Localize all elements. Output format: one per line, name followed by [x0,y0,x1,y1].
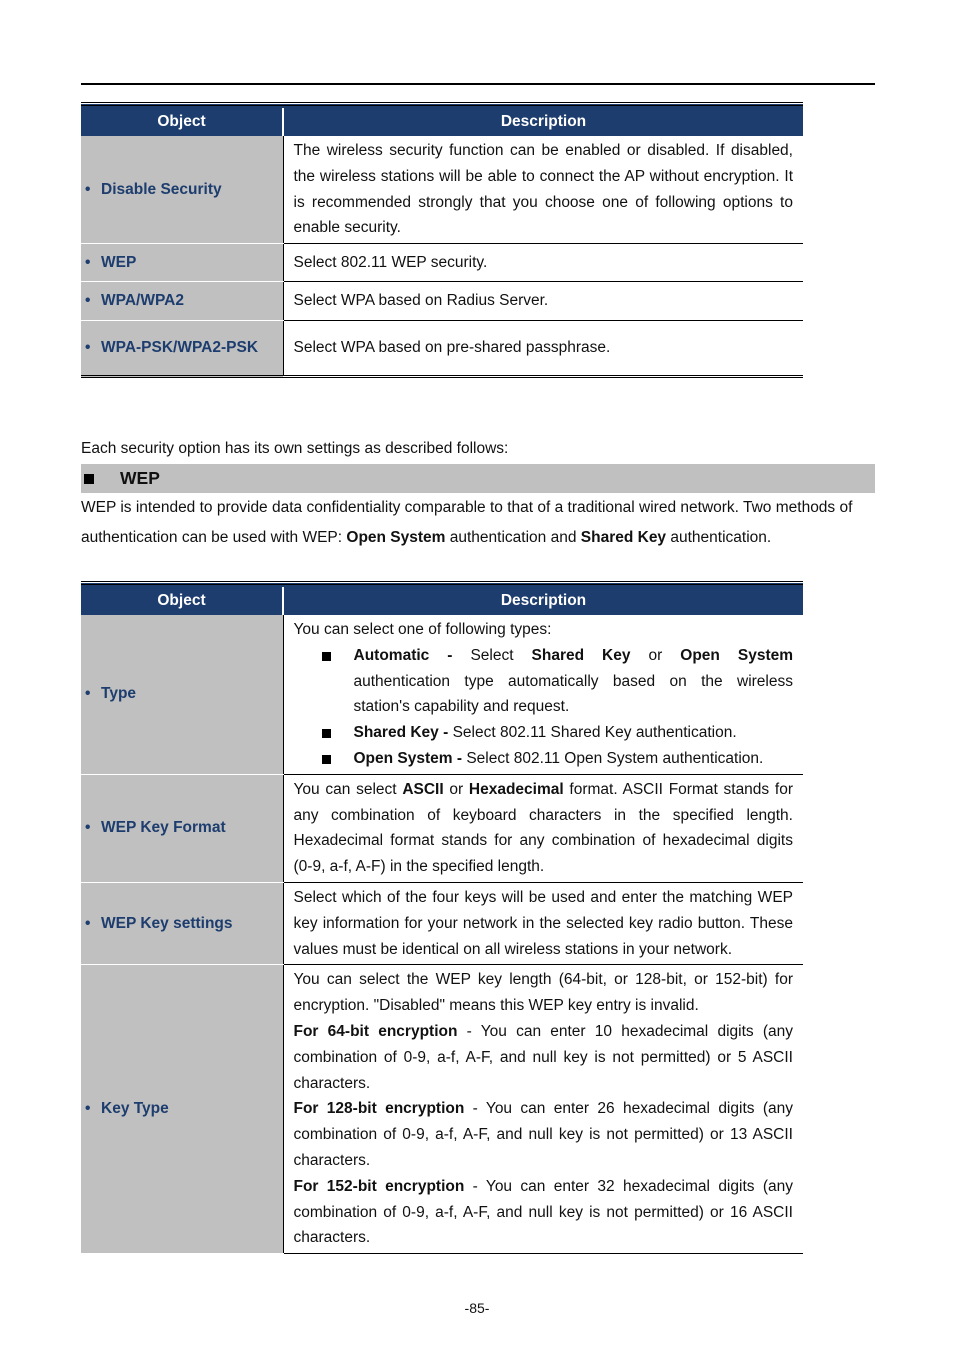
intro-paragraph: Each security option has its own settings as described follows: [81,440,509,457]
object-label: Key Type [101,1100,169,1118]
square-bullet-icon [322,755,331,764]
table-row [81,615,803,774]
column-header-description: Description [283,585,803,615]
bullet-icon: • [85,914,91,932]
object-label: Type [101,685,137,703]
bullet-icon: • [85,685,91,703]
key-type-intro: You can select the WEP key length (64-bit, or 128-bit, or 152-bit) for encryption. "Disabled" means this WEP key entry is invalid. [293,971,793,1015]
object-cell [81,136,283,244]
bullet-icon: • [85,253,91,271]
description-cell: You can select ASCII or Hexadecimal format. ASCII Format stands for any combination of keyboard characters in the specified length. Hexadecimal format stands for any combination of hexadecimal digits (0-9, a-f, A-F) in the specified length. [283,774,803,882]
description-cell [283,965,803,1254]
bullet-icon: • [85,180,91,198]
description-cell: Select WPA based on pre-shared passphrase. [283,321,803,377]
header-rule [81,83,875,85]
object-cell [81,882,283,964]
list-item: Shared Key - Select 802.11 Shared Key authentication. [294,720,794,746]
object-label: WEP Key settings [101,914,233,932]
table-row [81,774,803,882]
description-cell [283,615,803,774]
object-cell [81,615,283,774]
list-item: Automatic - Select Shared Key or Open System authentication type automatically based on the wireless station's capability and request. [294,643,794,720]
table-row [81,282,803,321]
square-bullet-icon [322,652,331,661]
table-row [81,321,803,377]
square-bullet-icon [84,474,94,484]
bullet-icon: • [85,1100,91,1118]
object-label: WEP Key Format [101,819,226,837]
column-header-description: Description [283,106,803,136]
description-cell: Select which of the four keys will be used and enter the matching WEP key information for your network in the selected key radio button. These values must be identical on all wireless stations in your network. [283,882,803,964]
object-cell [81,244,283,282]
type-intro: You can select one of following types: [293,621,552,638]
section-body: WEP is intended to provide data confidentiality comparable to that of a traditional wired network. Two methods of authentication can be used with WEP: Open System authentication and Shared Key authentication. [81,499,853,546]
table-row [81,965,803,1254]
key-type-entry: For 152-bit encryption - You can enter 32 hexadecimal digits (any combination of 0-9, a-f, A-F, and null key is not permitted) or 16 ASCII characters. [293,1177,793,1247]
object-label: WPA/WPA2 [101,292,184,310]
description-cell: The wireless security function can be enabled or disabled. If disabled, the wireless stations will be able to connect the AP without encryption. It is recommended strongly that you choose one of following options to enable security. [283,136,803,244]
object-cell [81,774,283,882]
key-type-entry: For 64-bit encryption - You can enter 10 hexadecimal digits (any combination of 0-9, a-f, A-F, and null key is not permitted) or 5 ASCII characters. [293,1022,793,1092]
object-label: WEP [101,253,137,271]
bullet-icon: • [85,819,91,837]
key-type-entry: For 128-bit encryption - You can enter 26 hexadecimal digits (any combination of 0-9, a-f, A-F, and null key is not permitted) or 13 ASCII characters. [293,1100,793,1169]
wep-settings-table [81,583,803,1254]
description-cell: Select WPA based on Radius Server. [283,282,803,321]
object-cell [81,965,283,1254]
section-heading [81,464,875,493]
security-options-table [81,104,803,378]
object-label: WPA-PSK/WPA2-PSK [101,339,259,357]
square-bullet-icon [322,729,331,738]
list-item: Open System - Select 802.11 Open System authentication. [294,746,794,772]
description-cell: Select 802.11 WEP security. [283,244,803,282]
table-row [81,136,803,244]
bullet-icon: • [85,339,91,357]
object-label: Disable Security [101,180,222,198]
table-row [81,244,803,282]
column-header-object: Object [81,106,283,136]
table-row [81,882,803,964]
section-title: WEP [120,468,160,488]
column-header-object: Object [81,585,283,615]
bullet-icon: • [85,292,91,310]
type-options-list [294,643,794,772]
object-cell [81,321,283,377]
page-number: -85- [464,1300,490,1316]
object-cell [81,282,283,321]
